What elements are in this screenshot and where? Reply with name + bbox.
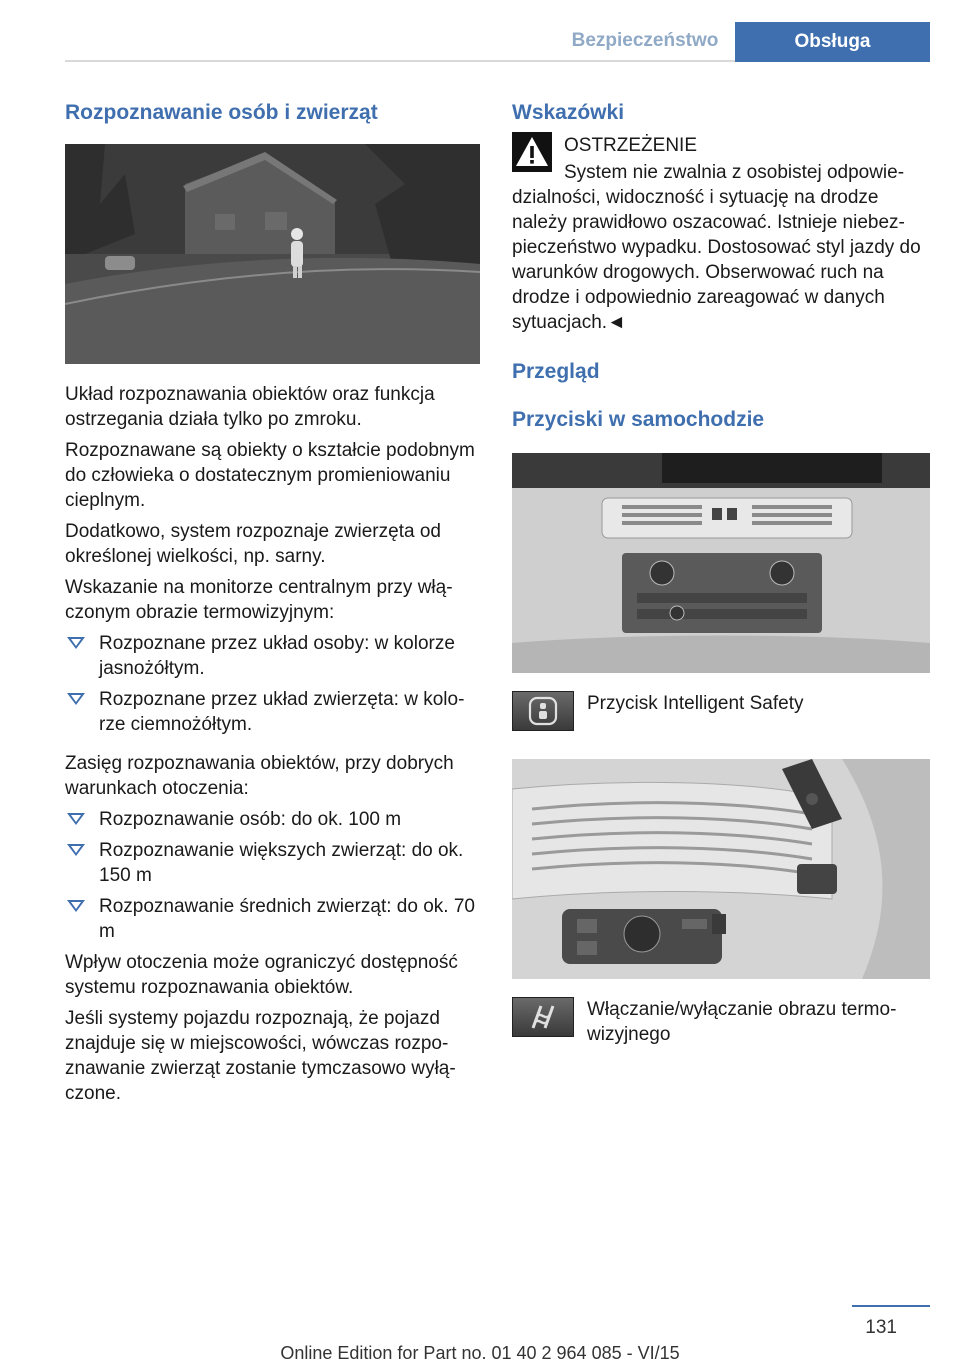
triangle-bullet-icon [67,844,85,856]
paragraph: Zasięg rozpoznawania obiektów, przy dobrych warunkach otoczenia: [65,753,454,799]
triangle-bullet-icon [67,813,85,825]
thermal-toggle-caption: Włączanie/wyłączanie obrazu termowizyjnego [587,999,897,1045]
dashboard-photo [512,759,930,979]
warning-triangle-icon [512,132,552,172]
center-console-photo [512,453,930,673]
list-item: Rozpoznawanie większych zwierząt: do ok. 150 m [65,838,480,888]
section-title-detection: Rozpoznawanie osób i zwierząt [65,101,378,124]
paragraph: Układ rozpoznawania obiektów oraz funkcja ostrzegania działa tylko po zmroku. [65,384,435,430]
range-list [65,807,480,944]
thermal-toggle-row [512,997,930,1047]
paragraph: Jeśli systemy pojazdu rozpoznają, że pojazd znajduje się w miejscowości, wówczas rozpoznawanie zwierząt zostanie tymczasowo wyłączone. [65,1008,456,1104]
right-column [512,98,930,1075]
triangle-bullet-icon [67,637,85,649]
subsection-title-buttons: Przyciski w samochodzie [512,408,765,431]
left-column [65,98,480,1112]
list-item: Rozpoznane przez układ zwierzęta: w kolorze ciemnożółtym. [65,687,480,737]
section-title-notes: Wskazówki [512,101,625,124]
triangle-bullet-icon [67,693,85,705]
night-vision-photo [65,144,480,364]
console-photo [512,453,930,673]
warning-heading: OSTRZEŻENIE [564,135,698,156]
intelligent-safety-row [512,691,930,731]
list-item: Rozpoznane przez układ osoby: w kolorze jasnożółtym. [65,631,480,681]
warning-text: System nie zwalnia z osobistej odpowiedzialności, widoczność i sytuację na drodze należy prawidłowo oszacować. Istnieje niebezpieczeństwo wypadku. Dostosować styl jazdy do warunków drogowych. Obserwować ruch na drodze i odpowiednio zareagować w danych sytuacjach.◄ [512,162,921,333]
paragraph: Wpływ otoczenia może ograniczyć dostępność systemu rozpoznawania obiektów. [65,952,458,998]
footer-rule [852,1305,930,1307]
intelligent-safety-caption: Przycisk Intelligent Safety [587,693,804,714]
thermal-image [65,144,480,364]
list-item: Rozpoznawanie średnich zwierząt: do ok. 70 m [65,894,480,944]
paragraph: Wskazanie na monitorze centralnym przy włączonym obrazie termowizyjnym: [65,577,453,623]
edition-line: Online Edition for Part no. 01 40 2 964 085 - VI/15 [280,1343,680,1363]
night-vision-button-icon[interactable] [512,997,574,1037]
paragraph: Rozpoznawane są obiekty o kształcie podobnym do człowieka o dostatecznym promieniowaniu cieplnym. [65,440,475,511]
page-number: 131 [865,1317,897,1338]
light-switch-photo [512,759,930,979]
triangle-bullet-icon [67,900,85,912]
paragraph: Dodatkowo, system rozpoznaje zwierzęta od określonej wielkości, np. sarny. [65,521,441,567]
warning-box [512,132,930,335]
color-list [65,631,480,737]
section-title-overview: Przegląd [512,360,600,383]
tab-section-safety[interactable]: Bezpieczeństwo [571,30,719,51]
list-item: Rozpoznawanie osób: do ok. 100 m [65,807,480,832]
tab-section-operation[interactable]: Obsługa [735,22,930,62]
intelligent-safety-button-icon[interactable] [512,691,574,731]
